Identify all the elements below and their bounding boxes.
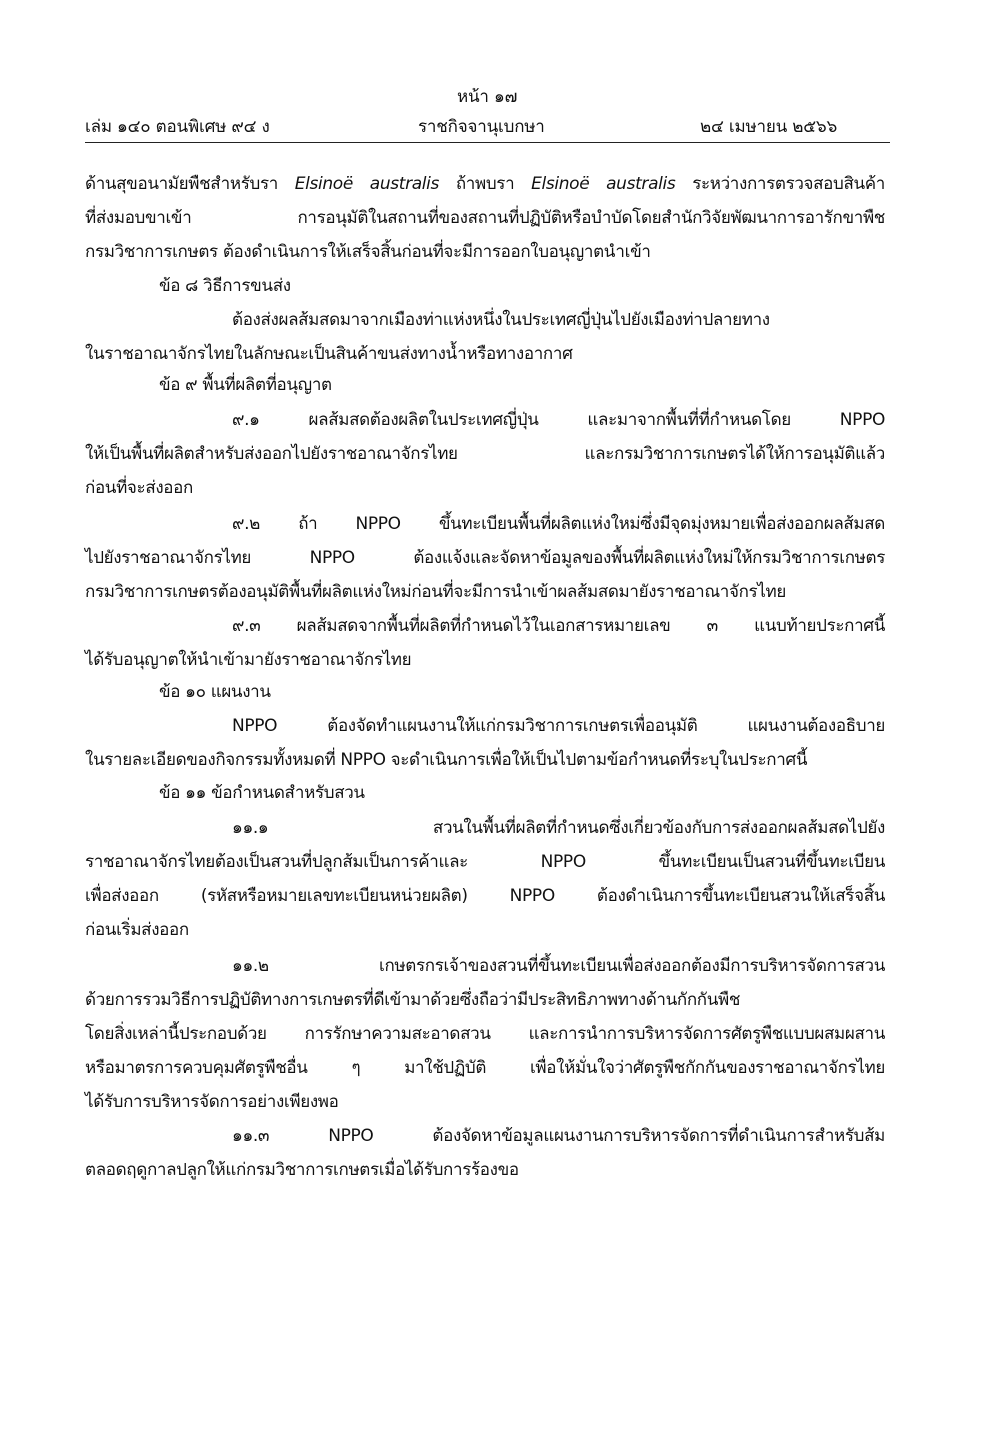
paragraph-line: ก่อนที่จะส่งออก [85,478,193,498]
paragraph-line: หรือมาตรการควบคุมศัตรูพืชอื่น ๆ มาใช้ปฏิบัติ เพื่อให้มั่นใจว่าศัตรูพืชกักกันของราชอาณาจักรไทย [85,1058,885,1078]
paragraph-line: ๑๑.๒ เกษตรกรเจ้าของสวนที่ขึ้นทะเบียนเพื่อส่งออกต้องมีการบริหารจัดการสวน [232,956,885,976]
clause-heading: ข้อ ๑๐ แผนงาน [159,682,271,702]
paragraph-line: ให้เป็นพื้นที่ผลิตสำหรับส่งออกไปยังราชอาณาจักรไทย และกรมวิชาการเกษตรได้ให้การอนุมัติแล้ว [85,444,885,464]
paragraph-line: เพื่อส่งออก (รหัสหรือหมายเลขทะเบียนหน่วยผลิต) NPPO ต้องดำเนินการขึ้นทะเบียนสวนให้เสร็จสิ้น [85,886,885,906]
paragraph-line: ตลอดฤดูกาลปลูกให้แก่กรมวิชาการเกษตรเมื่อได้รับการร้องขอ [85,1160,519,1180]
paragraph-line: ก่อนเริ่มส่งออก [85,920,189,940]
paragraph-line: ด้านสุขอนามัยพืชสำหรับรา Elsinoë australis ถ้าพบรา Elsinoë australis ระหว่างการตรวจสอบสินค้า [85,174,885,194]
paragraph-line: ได้รับการบริหารจัดการอย่างเพียงพอ [85,1092,339,1112]
volume-info: เล่ม ๑๔๐ ตอนพิเศษ ๙๔ ง [85,117,270,137]
paragraph-line: ๙.๓ ผลส้มสดจากพื้นที่ผลิตที่กำหนดไว้ในเอกสารหมายเลข ๓ แนบท้ายประกาศนี้ [232,616,885,636]
paragraph-line: ๑๑.๓ NPPO ต้องจัดหาข้อมูลแผนงานการบริหารจัดการที่ดำเนินการสำหรับส้ม [232,1126,885,1146]
clause-heading: ข้อ ๘ วิธีการขนส่ง [159,276,291,296]
paragraph-line: กรมวิชาการเกษตร ต้องดำเนินการให้เสร็จสิ้นก่อนที่จะมีการออกใบอนุญาตนำเข้า [85,242,651,262]
paragraph-line: NPPO ต้องจัดทำแผนงานให้แก่กรมวิชาการเกษตรเพื่ออนุมัติ แผนงานต้องอธิบาย [232,716,885,736]
paragraph-line: ๙.๑ ผลส้มสดต้องผลิตในประเทศญี่ปุ่น และมาจากพื้นที่ที่กำหนดโดย NPPO [232,410,885,430]
publication-date: ๒๔ เมษายน ๒๕๖๖ [700,117,838,137]
paragraph-line: ที่ส่งมอบขาเข้า การอนุมัติในสถานที่ของสถานที่ปฏิบัติหรือบำบัดโดยสำนักวิจัยพัฒนาการอารักขาพืช [85,208,885,228]
paragraph-line: ๑๑.๑ สวนในพื้นที่ผลิตที่กำหนดซึ่งเกี่ยวข้องกับการส่งออกผลส้มสดไปยัง [232,818,885,838]
paragraph-line: ไปยังราชอาณาจักรไทย NPPO ต้องแจ้งและจัดหาข้อมูลของพื้นที่ผลิตแห่งใหม่ให้กรมวิชาการเกษตร [85,548,885,568]
paragraph-line: กรมวิชาการเกษตรต้องอนุมัติพื้นที่ผลิตแห่งใหม่ก่อนที่จะมีการนำเข้าผลส้มสดมายังราชอาณาจักรไทย [85,582,786,602]
header-rule [85,142,890,143]
paragraph-line: ๙.๒ ถ้า NPPO ขึ้นทะเบียนพื้นที่ผลิตแห่งใหม่ซึ่งมีจุดมุ่งหมายเพื่อส่งออกผลส้มสด [232,514,885,534]
clause-heading: ข้อ ๑๑ ข้อกำหนดสำหรับสวน [159,783,365,803]
clause-heading: ข้อ ๙ พื้นที่ผลิตที่อนุญาต [159,375,332,395]
paragraph-line: ด้วยการรวมวิธีการปฏิบัติทางการเกษตรที่ดีเข้ามาด้วยซึ่งถือว่ามีประสิทธิภาพทางด้านกักกันพืช [85,990,741,1010]
paragraph-line: ในราชอาณาจักรไทยในลักษณะเป็นสินค้าขนส่งทางน้ำหรือทางอากาศ [85,344,573,364]
publication-title: ราชกิจจานุเบกษา [418,117,545,137]
paragraph-line: โดยสิ่งเหล่านี้ประกอบด้วย การรักษาความสะอาดสวน และการนำการบริหารจัดการศัตรูพืชแบบผสมผสาน [85,1024,885,1044]
paragraph-line: ราชอาณาจักรไทยต้องเป็นสวนที่ปลูกส้มเป็นการค้าและ NPPO ขึ้นทะเบียนเป็นสวนที่ขึ้นทะเบียน [85,852,885,872]
paragraph-line: ได้รับอนุญาตให้นำเข้ามายังราชอาณาจักรไทย [85,650,412,670]
paragraph-line: ในรายละเอียดของกิจกรรมทั้งหมดที่ NPPO จะดำเนินการเพื่อให้เป็นไปตามข้อกำหนดที่ระบุในประกาศนี้ [85,750,808,770]
page-number: หน้า ๑๗ [457,87,518,107]
paragraph-line: ต้องส่งผลส้มสดมาจากเมืองท่าแห่งหนึ่งในประเทศญี่ปุ่นไปยังเมืองท่าปลายทาง [232,310,770,330]
